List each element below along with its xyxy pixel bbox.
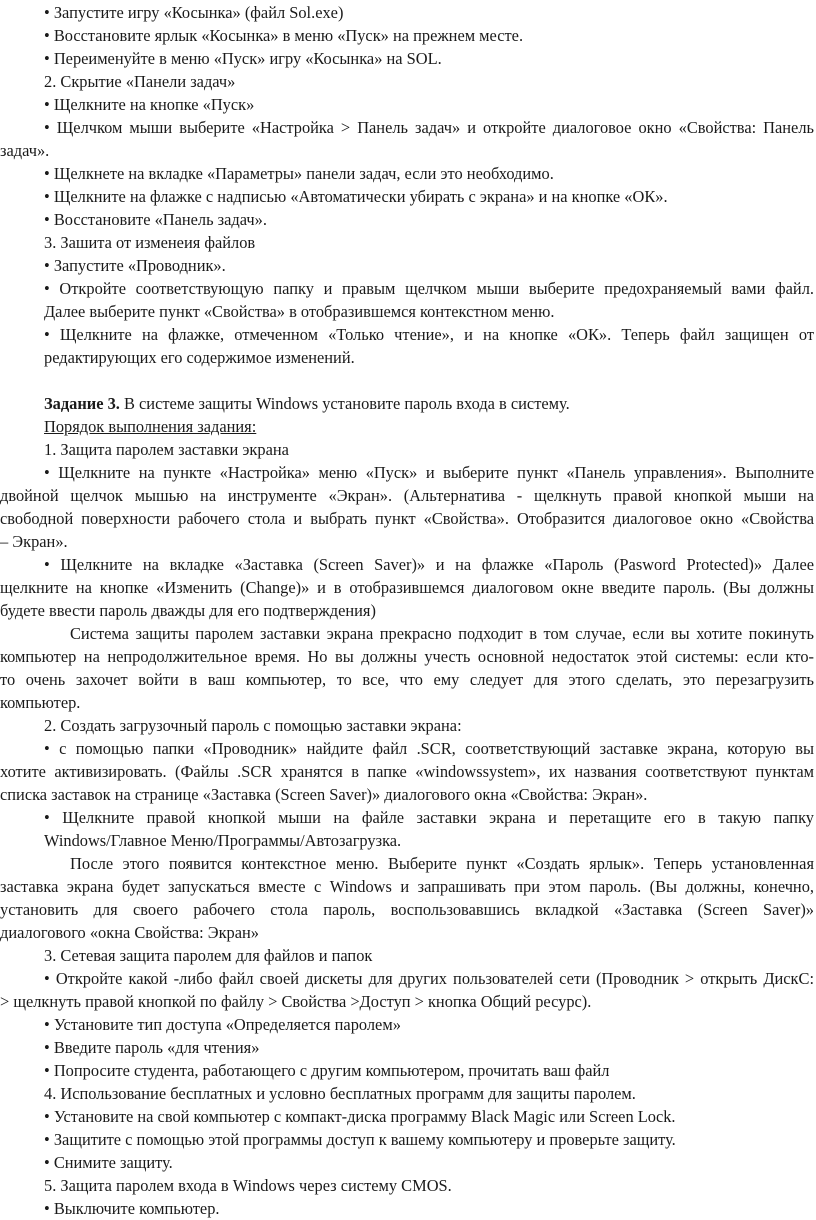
text-line: • Откройте соответствующую папку и правым щелчком мыши выберите предохраняемый вами файл. xyxy=(44,279,814,298)
text-line: • Щелчком мыши выберите «Настройка > Панель задач» и откройте диалоговое окно «Свойства: Панель xyxy=(44,118,814,137)
text-line: • Откройте какой -либо файл своей дискеты для других пользователей сети (Проводник > открыть ДискС: xyxy=(44,969,814,988)
text-line: • Снимите защиту. xyxy=(44,1153,173,1172)
text-line: 2. Скрытие «Панели задач» xyxy=(44,72,236,91)
text-line: • Щелкните на вкладке «Заставка (Screen Saver)» и на флажке «Пароль (Pasword Protected)» Далее xyxy=(44,555,814,574)
text-line: 4. Использование бесплатных и условно бесплатных программ для защиты паролем. xyxy=(44,1084,636,1103)
text-line: компьютер. xyxy=(0,693,81,712)
text-line: списка заставок на странице «Заставка (Screen Saver)» диалогового окна «Свойства: Экран». xyxy=(0,785,648,804)
text-line: 3. Сетевая защита паролем для файлов и папок xyxy=(44,946,373,965)
text-line: • Щелкнете на вкладке «Параметры» панели задач, если это необходимо. xyxy=(44,164,554,183)
text-line: заставка экрана будет запускаться вместе с Windows и запрашивать при этом пароль. (Вы должны, конечно, xyxy=(0,877,814,896)
text-line: Далее выберите пункт «Свойства» в отобразившемся контекстном меню. xyxy=(44,302,555,321)
text-line: 3. Зашита от изменеия файлов xyxy=(44,233,256,252)
text-line: • Запустите игру «Косынка» (файл Sol.exe) xyxy=(44,3,344,22)
text-line: • с помощью папки «Проводник» найдите файл .SCR, соответствующий заставке экрана, которую вы xyxy=(44,739,814,758)
task-label: Задание 3. xyxy=(44,394,120,413)
text-line: • Щелкните на пункте «Настройка» меню «Пуск» и выберите пункт «Панель управления». Выполните xyxy=(44,463,814,482)
text-line: • Введите пароль «для чтения» xyxy=(44,1038,260,1057)
text-line: свободной поверхности рабочего стола и выбрать пункт «Свойства». Отобразится диалоговое окно «Свойства xyxy=(0,509,814,528)
task-heading xyxy=(44,392,814,415)
text-line: установить для своего рабочего стола пароль, воспользовавшись вкладкой «Заставка (Screen Saver)» xyxy=(0,900,814,919)
text-line: • Переименуйте в меню «Пуск» игру «Косынка» на SOL. xyxy=(44,49,442,68)
task-text: В системе защиты Windows установите пароль входа в систему. xyxy=(119,394,570,413)
text-line: – Экран». xyxy=(0,532,68,551)
text-line: • Восстановите ярлык «Косынка» в меню «Пуск» на прежнем месте. xyxy=(44,26,524,45)
text-line: • Установите на свой компьютер с компакт-диска программу Black Magic или Screen Lock. xyxy=(44,1107,676,1126)
text-line: > щелкнуть правой кнопкой по файлу > Свойства >Доступ > кнопка Общий ресурс). xyxy=(0,992,592,1011)
text-line: • Щелкните на кнопке «Пуск» xyxy=(44,95,255,114)
text-line: • Щелкните на флажке, отмеченном «Только чтение», и на кнопке «ОК». Теперь файл защищен от xyxy=(44,325,814,344)
text-line: • Выключите компьютер. xyxy=(44,1199,220,1218)
text-line: 5. Защита паролем входа в Windows через систему CMOS. xyxy=(44,1176,452,1195)
text-line: хотите активизировать. (Файлы .SCR хранятся в папке «windowssystem», их названия соответствуют пунктам xyxy=(0,762,814,781)
text-line: • Щелкните на флажке с надписью «Автоматически убирать с экрана» и на кнопке «ОК». xyxy=(44,187,668,206)
text-line: щелкните на кнопке «Изменить (Change)» и в отобразившемся диалоговом окне введите пароль. (Вы должны xyxy=(0,578,814,597)
text-line: • Защитите с помощью этой программы доступ к вашему компьютеру и проверьте защиту. xyxy=(44,1130,676,1149)
text-line: • Установите тип доступа «Определяется паролем» xyxy=(44,1015,401,1034)
procedure-heading-text: Порядок выполнения задания: xyxy=(44,417,257,436)
text-line: • Восстановите «Панель задач». xyxy=(44,210,267,229)
text-line: • Попросите студента, работающего с другим компьютером, прочитать ваш файл xyxy=(44,1061,610,1080)
blank-line xyxy=(44,369,814,392)
text-line: Система защиты паролем заставки экрана прекрасно подходит в том случае, если вы хотите покинуть xyxy=(70,624,814,643)
procedure-heading xyxy=(44,415,814,438)
text-line: компьютер на непродолжительное время. Но вы должны учесть основной недостаток этой системы: если кто- xyxy=(0,647,814,666)
text-line: 2. Создать загрузочный пароль с помощью заставки экрана: xyxy=(44,716,462,735)
text-line: • Щелкните правой кнопкой мыши на файле заставки экрана и перетащите его в такую папку xyxy=(44,808,814,827)
text-line: После этого появится контекстное меню. Выберите пункт «Создать ярлык». Теперь установленная xyxy=(70,854,814,873)
text-line: двойной щелчок мышью на инструменте «Экран». (Альтернатива - щелкнуть правой кнопкой мыши на xyxy=(0,486,814,505)
text-line: • Запустите «Проводник». xyxy=(44,256,226,275)
text-line: будете ввести пароль дважды для его подтверждения) xyxy=(0,601,376,620)
text-line: задач». xyxy=(0,141,50,160)
text-line: 1. Защита паролем заставки экрана xyxy=(44,440,289,459)
text-line: редактирующих его содержимое изменений. xyxy=(44,348,355,367)
text-line: диалогового «окна Свойства: Экран» xyxy=(0,923,259,942)
text-line: Windows/Главное Меню/Программы/Автозагрузка. xyxy=(44,831,402,850)
text-line: то очень захочет войти в ваш компьютер, то все, что ему следует для этого сделать, это перезагрузить xyxy=(0,670,814,689)
